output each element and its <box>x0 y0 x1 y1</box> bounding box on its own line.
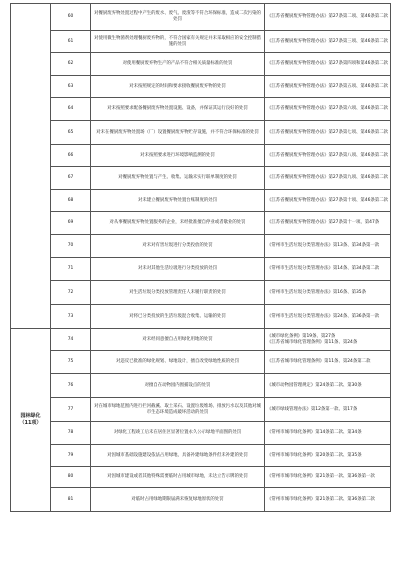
legal-basis-cell: 《江苏省餐厨废弃物管理办法》第27条第十一项、第47条 <box>265 212 391 235</box>
legal-basis-cell: 《江苏省餐厨废弃物管理办法》第27条第五项、第46条第二款 <box>265 76 391 98</box>
table-row <box>11 53 391 76</box>
row-number-cell: 61 <box>51 31 91 53</box>
table-row <box>11 4 391 31</box>
legal-basis-cell: 《城市动物园管理规定》第24条第二款、第30条 <box>265 374 391 398</box>
penalty-item-cell: 对从事餐厨废弃物处置服务的企业，未经批准擅自停业或者歇业的处罚 <box>91 212 265 235</box>
table-row <box>11 281 391 305</box>
row-number-cell: 70 <box>51 235 91 258</box>
penalty-item-cell: 对在城市绿地范围内进行拦河截溪、取土采石、设置垃圾堆场、排放污水以及其他对城市生态环境造成破坏活动的处罚 <box>91 398 265 422</box>
table-row <box>11 145 391 167</box>
penalty-table-page <box>10 3 390 512</box>
legal-basis-cell: 《江苏省餐厨废弃物管理办法》第27条第八项、第46条第二款 <box>265 145 391 167</box>
row-number-cell: 69 <box>51 212 91 235</box>
row-number-cell: 73 <box>51 305 91 329</box>
table-row <box>11 445 391 467</box>
row-number-cell: 62 <box>51 53 91 76</box>
table-row <box>11 258 391 281</box>
penalty-item-cell: 对违反已批准的绿化规划、绿地设计，擅自改变绿地性质的处罚 <box>91 351 265 374</box>
legal-basis-cell: 《江苏省餐厨废弃物管理办法》第27条第四项和第46条第二款 <box>265 53 391 76</box>
penalty-item-cell: 对未按照要求配备餐厨废弃物处置设施、设备，并保证其运行良好的处罚 <box>91 98 265 121</box>
legal-basis-cell: 《江苏省城市绿化管理条例》第11条、第24条第二款 <box>265 351 391 374</box>
row-number-cell: 66 <box>51 145 91 167</box>
row-number-cell: 60 <box>51 4 91 31</box>
legal-basis-cell: 《常州市城市绿化条例》第14条第二款、第34条 <box>265 422 391 445</box>
row-number-cell: 63 <box>51 76 91 98</box>
penalty-item-cell: 对因城市建设或者其他特殊需要临时占用城市绿地，未达立告示牌的处罚 <box>91 467 265 488</box>
table-row <box>11 31 391 53</box>
legal-basis-cell: 《城市绿线管理办法》第12条第一款、第17条 <box>265 398 391 422</box>
table-row <box>11 422 391 445</box>
row-number-cell: 64 <box>51 98 91 121</box>
row-number-cell: 68 <box>51 190 91 212</box>
legal-basis-cell: 《江苏省餐厨废弃物管理办法》第27条第十项、第46条第二款 <box>265 190 391 212</box>
category-cell: 园林绿化 （11项） <box>11 329 51 512</box>
row-number-cell: 78 <box>51 422 91 445</box>
table-row <box>11 98 391 121</box>
legal-basis-cell: 《常州市城市绿化条例》第21条第一款、第36条第一款 <box>265 467 391 488</box>
penalty-item-cell: 对未对其他生活垃圾进行分类投放的处罚 <box>91 258 265 281</box>
legal-basis-cell: 《江苏省餐厨废弃物管理办法》第27条第二项、第46条第二款 <box>265 4 391 31</box>
table-row <box>11 467 391 488</box>
penalty-item-cell: 对绿化工程竣工后未在居住区显著位置永久公示绿地平面图的处罚 <box>91 422 265 445</box>
legal-basis-cell: 《常州市生活垃圾分类管理办法》第14条、第34条第二款 <box>265 258 391 281</box>
table-row <box>11 76 391 98</box>
legal-basis-cell: 《城市绿化条例》第19条、第27条 《江苏省城市绿化管理条例》第11条、第24条 <box>265 329 391 351</box>
row-number-cell: 67 <box>51 167 91 190</box>
row-number-cell: 80 <box>51 467 91 488</box>
row-number-cell: 71 <box>51 258 91 281</box>
category-cell-blank <box>11 4 51 329</box>
table-row <box>11 329 391 351</box>
row-number-cell: 72 <box>51 281 91 305</box>
table-row <box>11 374 391 398</box>
legal-basis-cell: 《常州市生活垃圾分类管理办法》第13条、第34条第一款 <box>265 235 391 258</box>
penalty-item-cell: 对未按照要求进行环境影响监测的处罚 <box>91 145 265 167</box>
penalty-item-cell: 对餐厨废弃物处置过程中产生的废水、废气、废渣等不符合环保标准，造成二次污染的处罚 <box>91 4 265 31</box>
penalty-items-table <box>10 3 391 512</box>
table-row <box>11 305 391 329</box>
row-number-cell: 81 <box>51 488 91 512</box>
legal-basis-cell: 《常州市生活垃圾分类管理办法》第24条、第36条第一款 <box>265 305 391 329</box>
legal-basis-cell: 《常州市城市绿化条例》第21条第二款、第36条第二款 <box>265 488 391 512</box>
table-row <box>11 235 391 258</box>
penalty-item-cell: 对未经同意擅自占用绿化用地的处罚 <box>91 329 265 351</box>
penalty-item-cell: 对未建立餐厨废弃物处置台账制度的处罚 <box>91 190 265 212</box>
legal-basis-cell: 《江苏省餐厨废弃物管理办法》第27条第九项、第46条第二款 <box>265 167 391 190</box>
table-row <box>11 190 391 212</box>
row-number-cell: 75 <box>51 351 91 374</box>
row-number-cell: 77 <box>51 398 91 422</box>
row-number-cell: 74 <box>51 329 91 351</box>
table-row <box>11 351 391 374</box>
penalty-item-cell: 对未按照规定的时间和要求接收餐厨废弃物的处罚 <box>91 76 265 98</box>
table-row <box>11 212 391 235</box>
penalty-item-cell: 对将已分类投放的生活垃圾混合收集、运输的处罚 <box>91 305 265 329</box>
legal-basis-cell: 《常州市生活垃圾分类管理办法》第16条、第35条 <box>265 281 391 305</box>
penalty-item-cell: 对使用微生物菌剂处理餐厨废弃物的，不符合国家有关规定并未采取相应的安全控制措施的处罚 <box>91 31 265 53</box>
table-row <box>11 398 391 422</box>
table-row <box>11 121 391 145</box>
penalty-item-cell: 对临时占用绿地期限届满未恢复绿地原状的处罚 <box>91 488 265 512</box>
legal-basis-cell: 《江苏省餐厨废弃物管理办法》第27条第三项、第46条第二款 <box>265 31 391 53</box>
penalty-item-cell: 对未对有害垃圾进行分类投放的处罚 <box>91 235 265 258</box>
legal-basis-cell: 《江苏省餐厨废弃物管理办法》第27条第六项、第46条第二款 <box>265 98 391 121</box>
table-row <box>11 488 391 512</box>
legal-basis-cell: 《常州市城市绿化条例》第20条第二款、第35条 <box>265 445 391 467</box>
penalty-item-cell: 对生活垃圾分类投放管理责任人未履行职责的处罚 <box>91 281 265 305</box>
table-row <box>11 167 391 190</box>
penalty-item-cell: 对擅自在动物园内围捕设点的处罚 <box>91 374 265 398</box>
row-number-cell: 65 <box>51 121 91 145</box>
penalty-item-cell: 对未在餐厨废弃物处置场（厂）设置餐厨废弃物贮存设施，并不符合环保标准的处罚 <box>91 121 265 145</box>
penalty-item-cell: 对餐厨废弃物处置与产生、收集、运输未实行联单制度的处罚 <box>91 167 265 190</box>
penalty-item-cell: 对使用餐厨废弃物生产的产品不符合相关质量标准的处罚 <box>91 53 265 76</box>
row-number-cell: 76 <box>51 374 91 398</box>
row-number-cell: 79 <box>51 445 91 467</box>
penalty-item-cell: 对因城市基础设施建设依法占用绿地，具备补建绿地条件但未补建的处罚 <box>91 445 265 467</box>
legal-basis-cell: 《江苏省餐厨废弃物管理办法》第27条第七项、第46条第二款 <box>265 121 391 145</box>
